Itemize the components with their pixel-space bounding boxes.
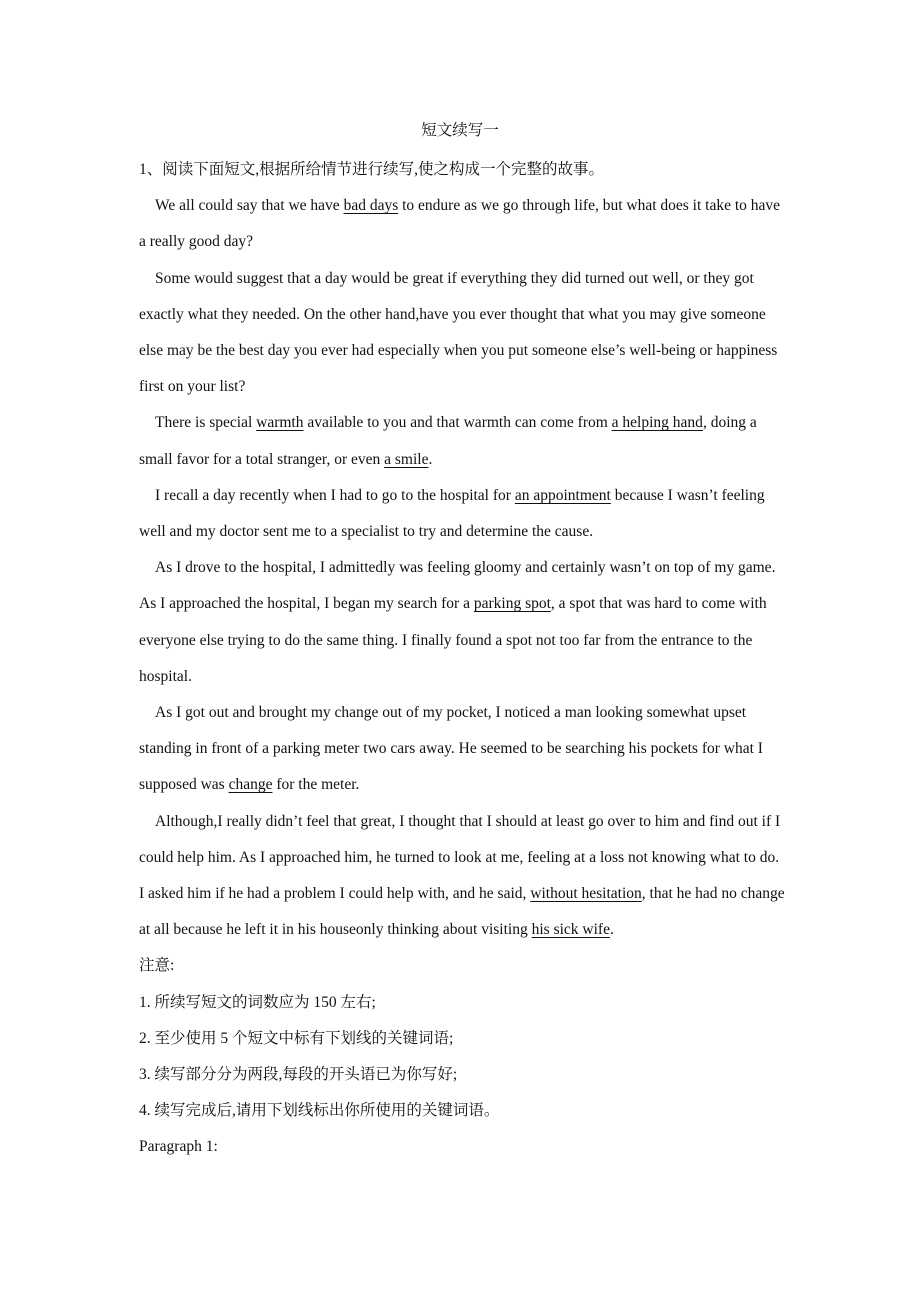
note-item: 4. 续写完成后,请用下划线标出你所使用的关键词语。: [139, 1102, 500, 1120]
story-paragraph: Some would suggest that a day would be great if everything they did turned out well, or they got exactly what they needed. On the other hand,have you ever thought that what you may give someone else may be the best day you ever had especially when you put someone else’s well-being or happiness first on your list?: [139, 269, 778, 396]
key-phrase: a smile: [384, 450, 429, 468]
task-instruction: 1、阅读下面短文,根据所给情节进行续写,使之构成一个完整的故事。: [139, 161, 605, 178]
key-phrase: bad days: [343, 197, 399, 215]
story-paragraph: As I drove to the hospital, I admittedly was feeling gloomy and certainly wasn’t on top of my game. As I approached the hospital, I began my search for a parking spot, a spot that was hard to come with everyone else trying to do the same thing. I finally found a spot not too far from the entrance to the hospital.: [139, 559, 776, 685]
note-item: 2. 至少使用 5 个短文中标有下划线的关键词语;: [139, 1029, 454, 1047]
key-phrase: without hesitation: [530, 885, 642, 903]
story-paragraph: As I got out and brought my change out of my pocket, I noticed a man looking somewhat upset standing in front of a parking meter two cars away. He seemed to be searching his pockets for what I supposed was change for the meter.: [139, 704, 763, 794]
key-phrase: warmth: [256, 414, 304, 432]
notes-heading: 注意:: [139, 957, 175, 975]
paragraph-1-label: Paragraph 1:: [139, 1138, 218, 1156]
key-phrase: change: [228, 776, 273, 794]
story-paragraph: There is special warmth available to you and that warmth can come from a helping hand, doing a small favor for a total stranger, or even a smile.: [139, 414, 757, 468]
key-phrase: a helping hand: [611, 414, 703, 432]
note-item: 1. 所续写短文的词数应为 150 左右;: [139, 993, 376, 1011]
key-phrase: his sick wife: [531, 921, 610, 939]
story-paragraph: We all could say that we have bad days to endure as we go through life, but what does it take to have a really good day?: [139, 197, 781, 251]
document-title: 短文续写一: [421, 122, 499, 139]
story-paragraph: I recall a day recently when I had to go to the hospital for an appointment because I wasn’t feeling well and my doctor sent me to a specialist to try and determine the cause.: [139, 486, 765, 541]
story-paragraph: Although,I really didn’t feel that great, I thought that I should at least go over to him and find out if I could help him. As I approached him, he turned to look at me, feeling at a loss not knowing what to do. I asked him if he had a problem I could help with, and he said, without hesitation, that he had no change at all because he left it in his houseonly thinking about visiting his sick wife.: [139, 812, 785, 939]
note-item: 3. 续写部分分为两段,每段的开头语已为你写好;: [139, 1066, 458, 1084]
key-phrase: parking spot: [473, 595, 551, 613]
document-body: [139, 152, 787, 1166]
key-phrase: an appointment: [514, 486, 611, 504]
story-passage: [139, 188, 787, 948]
